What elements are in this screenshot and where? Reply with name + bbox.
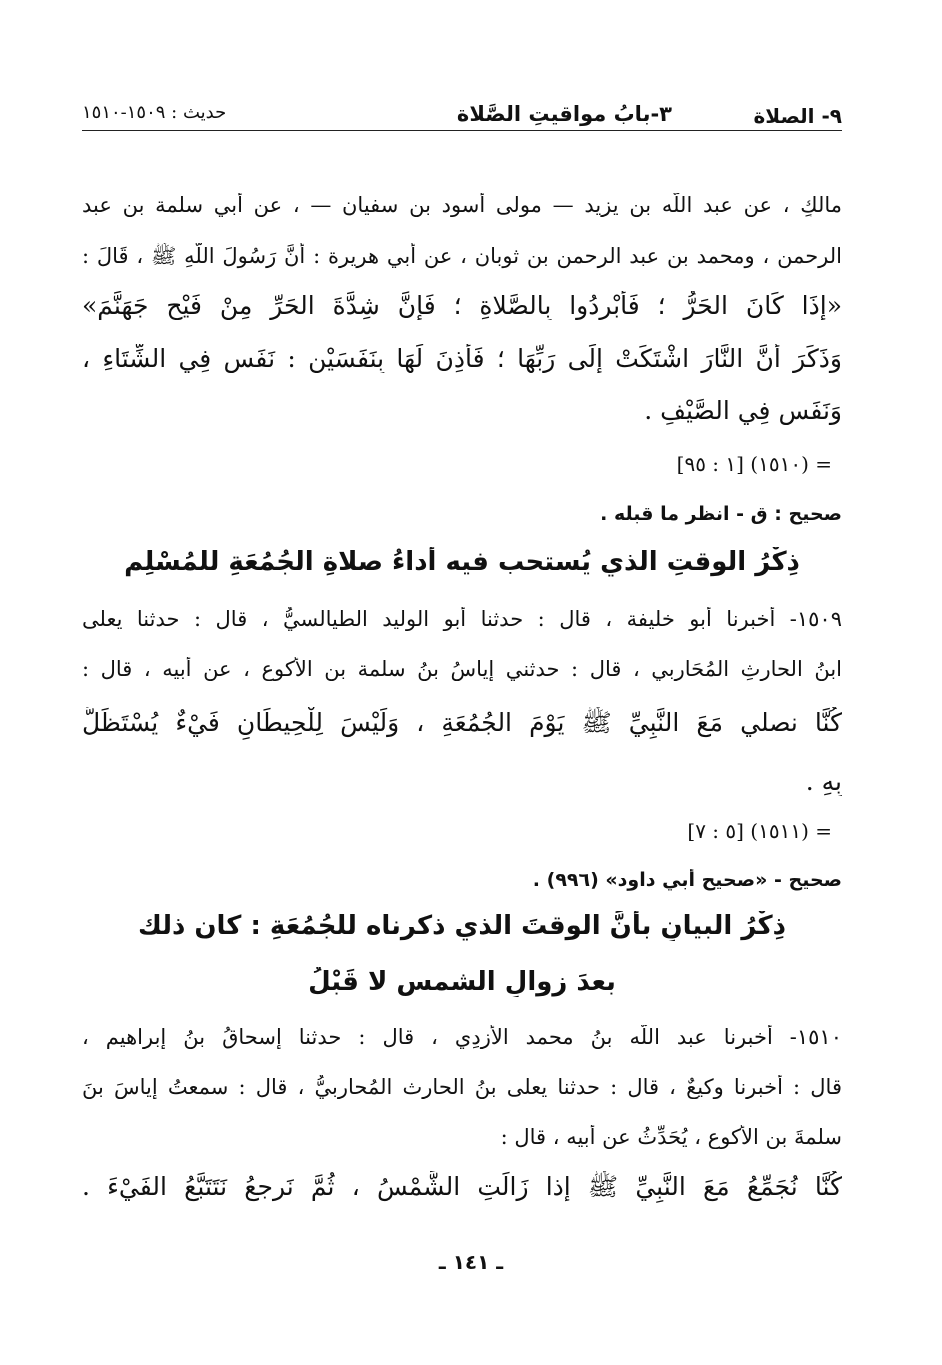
narration-line: ١٥٠٩- أخبرنا أبو خليفة ، قال : حدثنا أبو الوليد الطيالسيُّ ، قال : حدثنا يعلى [82, 607, 842, 631]
matn-line: وَذَكَرَ أَنَّ النَّارَ اشْتَكَتْ إِلَى رَبِّهَا ؛ فَأَذِنَ لَهَا بِنَفَسَيْنِ : نَفَسٍ فِي الشِّتَاءِ ، [82, 344, 842, 373]
narration-line: قال : أخبرنا وكيعٌ ، قال : حدثنا يعلى بنُ الحارث المُحاربيُّ ، قال : سمعتُ إياسَ بنَ [82, 1075, 842, 1099]
cross-reference: = (١٥١٠) [١ : ٩٥] [676, 452, 832, 476]
section-heading: ذِكْرُ البيانِ بأنَّ الوقتَ الذي ذكرناه للجُمُعَةِ : كان ذلك [137, 911, 786, 941]
section-title: ٣-بابُ مواقيتِ الصَّلاة [456, 102, 672, 126]
book-page [82, 90, 842, 1201]
hadith-grade: صحيح : ق - انظر ما قبله . [600, 503, 842, 525]
page-number: ـ ١٤١ ـ [438, 1250, 504, 1274]
matn-line: بِهِ . [805, 767, 842, 796]
matn-line: كُنَّا نصلي مَعَ النَّبِيِّ ﷺ يَوْمَ الجُمُعَةِ ، وَلَيْسَ لِلْحِيطَانِ فَيْءٌ يُسْتَظَلُّ [82, 708, 842, 737]
narration-line: سلمةَ بن الأكوع ، يُحَدِّثُ عن أبيه ، قال : [500, 1125, 842, 1149]
cross-reference: = (١٥١١) [٥ : ٧] [687, 819, 832, 843]
narration-line: ابنُ الحارثِ المُحَاربي ، قال : حدثني إياسُ بنُ سلمة بن الأكوع ، عن أبيه ، قال : [82, 657, 842, 681]
hadith-range: حديث : ١٥٠٩-١٥١٠ [82, 102, 227, 123]
chapter-title: ٩- الصلاة [753, 104, 842, 128]
section-heading-continuation: بعدَ زوالِ الشمس لا قَبْلُ [308, 967, 616, 997]
matn-line: وَنَفَسٍ فِي الصَّيْفِ . [644, 396, 842, 425]
hadith-grade: صحيح - «صحيح أبي داود» (٩٩٦) . [532, 869, 842, 891]
narration-line: الرحمن ، ومحمد بن عبد الرحمن بن ثوبان ، عن أبي هريرة : أَنَّ رَسُولَ اللَّهِ ﷺ ، قَالَ : [82, 244, 842, 268]
narration-line: مالكٍ ، عن عبد اللَّه بن يزيد — مولى أسود بن سفيان — ، عن أبي سلمة بن عبد [82, 193, 842, 217]
matn-line: كُنَّا نُجَمِّعُ مَعَ النَّبِيِّ ﷺ إذا زَالَتِ الشَّمْسُ ، ثُمَّ نَرجعُ نَتَتَبَّعُ الفَيْءَ . [82, 1172, 842, 1201]
section-heading: ذِكْرُ الوقتِ الذي يُستحب فيه أداءُ صلاةِ الجُمُعَةِ للمُسْلِمِ [124, 547, 800, 577]
running-header [82, 90, 842, 131]
matn-line: «إِذَا كَانَ الحَرُّ ؛ فَأَبْرِدُوا بِالصَّلاةِ ؛ فَإِنَّ شِدَّةَ الحَرِّ مِنْ فَيْحِ جَهَنَّمَ» [82, 291, 842, 320]
narration-line: ١٥١٠- أخبرنا عبد اللَّه بنُ محمد الأزدِي ، قال : حدثنا إسحاقُ بنُ إبراهيم ، [82, 1025, 842, 1049]
